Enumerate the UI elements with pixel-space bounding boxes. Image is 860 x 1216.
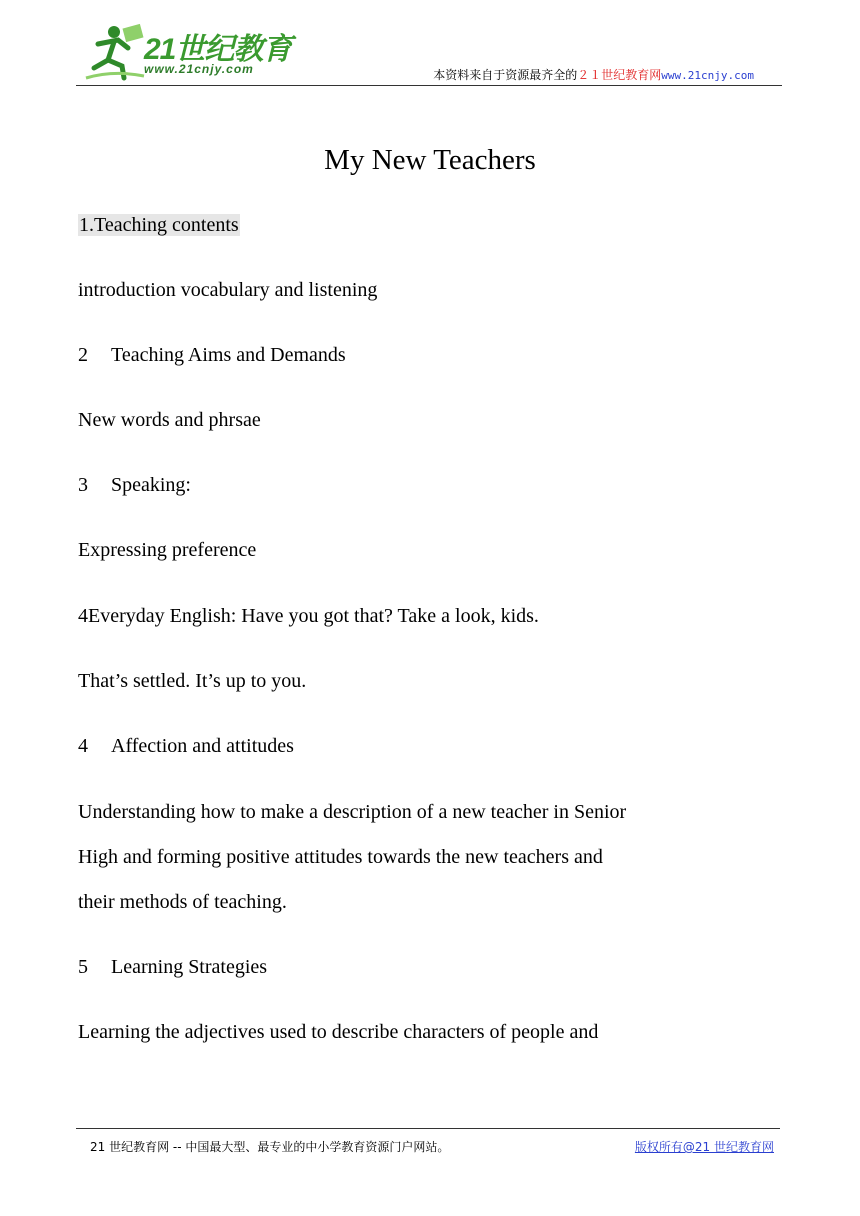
source-site-name: ２１世纪教育网 xyxy=(577,68,662,82)
source-prefix: 本资料来自于资源最齐全的 xyxy=(433,68,578,82)
paragraph-line: Understanding how to make a description of a new teacher in Senior xyxy=(78,801,627,823)
section-number: 3 xyxy=(78,474,88,496)
paragraph-line: High and forming positive attitudes towards the new teachers and xyxy=(78,846,603,868)
site-logo[interactable] xyxy=(84,22,292,82)
footer-tagline: 21 世纪教育网 -- 中国最大型、最专业的中小学教育资源门户网站。 xyxy=(90,1140,450,1154)
header-source-note xyxy=(433,66,754,83)
logo-url: www.21cnjy.com xyxy=(144,62,254,76)
footer-copyright-link[interactable]: 版权所有@21 世纪教育网 xyxy=(634,1140,774,1154)
section-number: 2 xyxy=(78,344,88,366)
paragraph-line: That’s settled. It’s up to you. xyxy=(78,670,307,692)
paragraph-line: 4Everyday English: Have you got that? Take a look, kids. xyxy=(78,605,539,627)
paragraph-line: their methods of teaching. xyxy=(78,891,287,913)
source-url-link[interactable]: www.21cnjy.com xyxy=(661,69,754,82)
section-heading-aims xyxy=(78,344,346,367)
running-figure-icon xyxy=(84,22,148,82)
header-divider xyxy=(76,85,782,86)
section-heading-speaking xyxy=(78,474,191,497)
paragraph-line: New words and phrsae xyxy=(78,409,261,431)
document-title: My New Teachers xyxy=(324,144,536,176)
section-heading-strategies xyxy=(78,956,267,979)
section-heading-text: Learning Strategies xyxy=(111,956,268,978)
section-heading-teaching-contents xyxy=(78,214,240,237)
paragraph-line: Expressing preference xyxy=(78,539,257,561)
paragraph-line: Learning the adjectives used to describe characters of people and xyxy=(78,1021,599,1043)
section-heading-text: Speaking: xyxy=(111,474,191,496)
logo-text: 21世纪教育 xyxy=(144,33,292,66)
paragraph-line: introduction vocabulary and listening xyxy=(78,279,378,301)
page-header xyxy=(0,0,860,90)
section-number: 4 xyxy=(78,735,88,757)
section-heading-affection xyxy=(78,735,294,758)
highlighted-text: 1.Teaching contents xyxy=(79,214,239,236)
section-heading-text: Teaching Aims and Demands xyxy=(111,344,346,366)
footer-divider xyxy=(76,1128,780,1129)
section-heading-text: Affection and attitudes xyxy=(111,735,294,757)
section-number: 5 xyxy=(78,956,88,978)
